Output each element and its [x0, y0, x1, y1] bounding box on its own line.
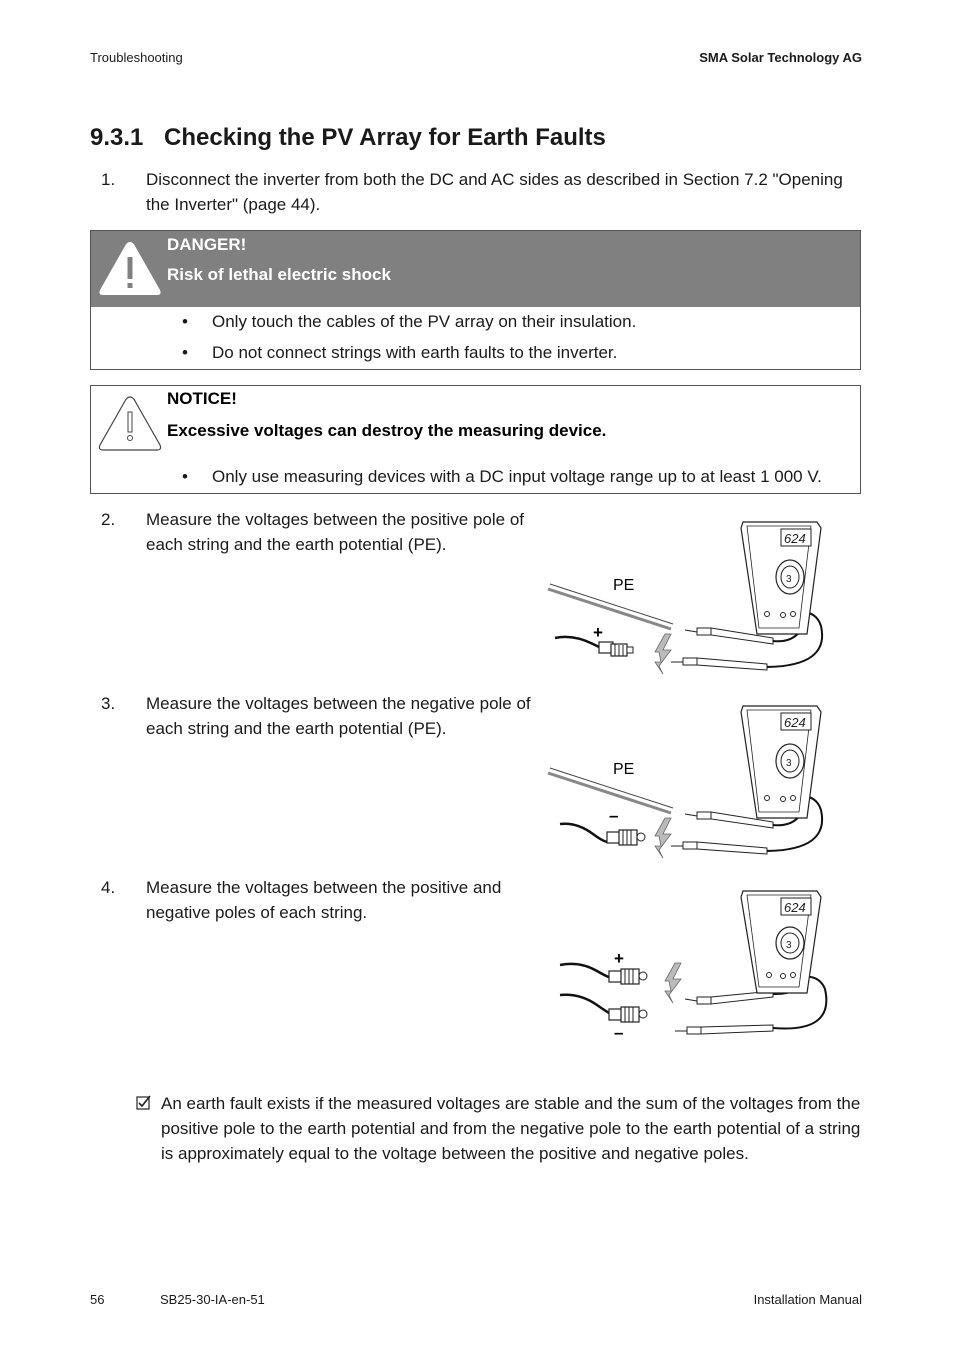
pe-label: PE — [613, 577, 635, 594]
lightning-bolt-icon — [665, 963, 681, 1003]
step-3 — [101, 691, 531, 741]
meter-display: 624 — [784, 900, 806, 915]
pv-connector-plus — [609, 969, 647, 984]
pv-connector-minus — [607, 830, 645, 845]
page-title — [90, 124, 606, 152]
notice-subtitle: Excessive voltages can destroy the measuring device. — [167, 421, 607, 440]
pv-connector-minus — [609, 1007, 647, 1022]
dial-mark: 3 — [786, 758, 792, 769]
multimeter — [741, 522, 821, 634]
multimeter — [741, 706, 821, 818]
figure-positive-to-pe — [545, 516, 835, 682]
manual-title: Installation Manual — [753, 1292, 862, 1307]
probe-black — [671, 658, 767, 670]
plus-label: + — [593, 623, 603, 642]
step-number: 2. — [101, 510, 116, 529]
pe-label: PE — [613, 761, 635, 778]
header-section: Troubleshooting — [90, 50, 183, 65]
danger-header — [91, 231, 860, 307]
step-1 — [101, 167, 863, 217]
danger-box — [90, 230, 861, 370]
step-2 — [101, 507, 531, 557]
step-text: Disconnect the inverter from both the DC and AC sides as described in Section 7.2 "Opening the Inverter" (page 44). — [146, 170, 843, 214]
danger-subtitle: Risk of lethal electric shock — [167, 265, 391, 284]
document-id: SB25-30-IA-en-51 — [160, 1292, 265, 1307]
pe-rail — [548, 584, 673, 629]
step-number: 4. — [101, 878, 116, 897]
notice-box — [90, 385, 861, 494]
notice-bullet: • Only use measuring devices with a DC input voltage range up to at least 1 000 V. — [182, 467, 822, 486]
string-cable — [560, 824, 611, 842]
section-number: 9.3.1 — [90, 124, 144, 151]
pv-connector-plus — [599, 642, 633, 656]
result-text: An earth fault exists if the measured voltages are stable and the sum of the voltages from the positive pole to the earth potential and from the negative pole to the earth potential of a string is approximately equal to the voltage between the positive and negative poles. — [161, 1094, 861, 1163]
meter-display: 624 — [784, 715, 806, 730]
checkbox-checked-icon — [136, 1095, 151, 1110]
danger-label: DANGER! — [167, 235, 247, 254]
step-text: Measure the voltages between the positive pole of each string and the earth potential (PE). — [146, 510, 525, 554]
warning-triangle-icon — [96, 237, 164, 299]
step-text: Measure the voltages between the negative pole of each string and the earth potential (PE). — [146, 694, 531, 738]
meter-display: 624 — [784, 531, 806, 546]
plus-label: + — [614, 949, 624, 968]
minus-label: – — [609, 806, 619, 825]
multimeter — [741, 891, 821, 993]
step-number: 3. — [101, 694, 116, 713]
dial-mark: 3 — [786, 940, 792, 951]
dial-mark: 3 — [786, 574, 792, 585]
string-cable-minus — [560, 995, 615, 1016]
minus-label: – — [614, 1023, 624, 1042]
danger-bullet: • Do not connect strings with earth faults to the inverter. — [182, 343, 618, 362]
probe-black — [671, 842, 767, 854]
step-4 — [101, 875, 531, 925]
step-number: 1. — [101, 170, 116, 189]
notice-triangle-icon — [96, 392, 164, 454]
lightning-bolt-icon — [655, 818, 671, 858]
lightning-bolt-icon — [655, 634, 671, 674]
figure-positive-to-negative — [545, 885, 835, 1055]
step-text: Measure the voltages between the positive and negative poles of each string. — [146, 878, 502, 922]
page-number: 56 — [90, 1292, 105, 1307]
string-cable-plus — [560, 964, 615, 978]
danger-bullet: • Only touch the cables of the PV array on their insulation. — [182, 312, 637, 331]
figure-negative-to-pe — [545, 700, 835, 866]
result-paragraph — [136, 1091, 866, 1166]
header-company: SMA Solar Technology AG — [699, 50, 862, 65]
notice-label: NOTICE! — [167, 389, 237, 408]
probe-black — [675, 1025, 773, 1034]
section-title: Checking the PV Array for Earth Faults — [164, 124, 606, 151]
